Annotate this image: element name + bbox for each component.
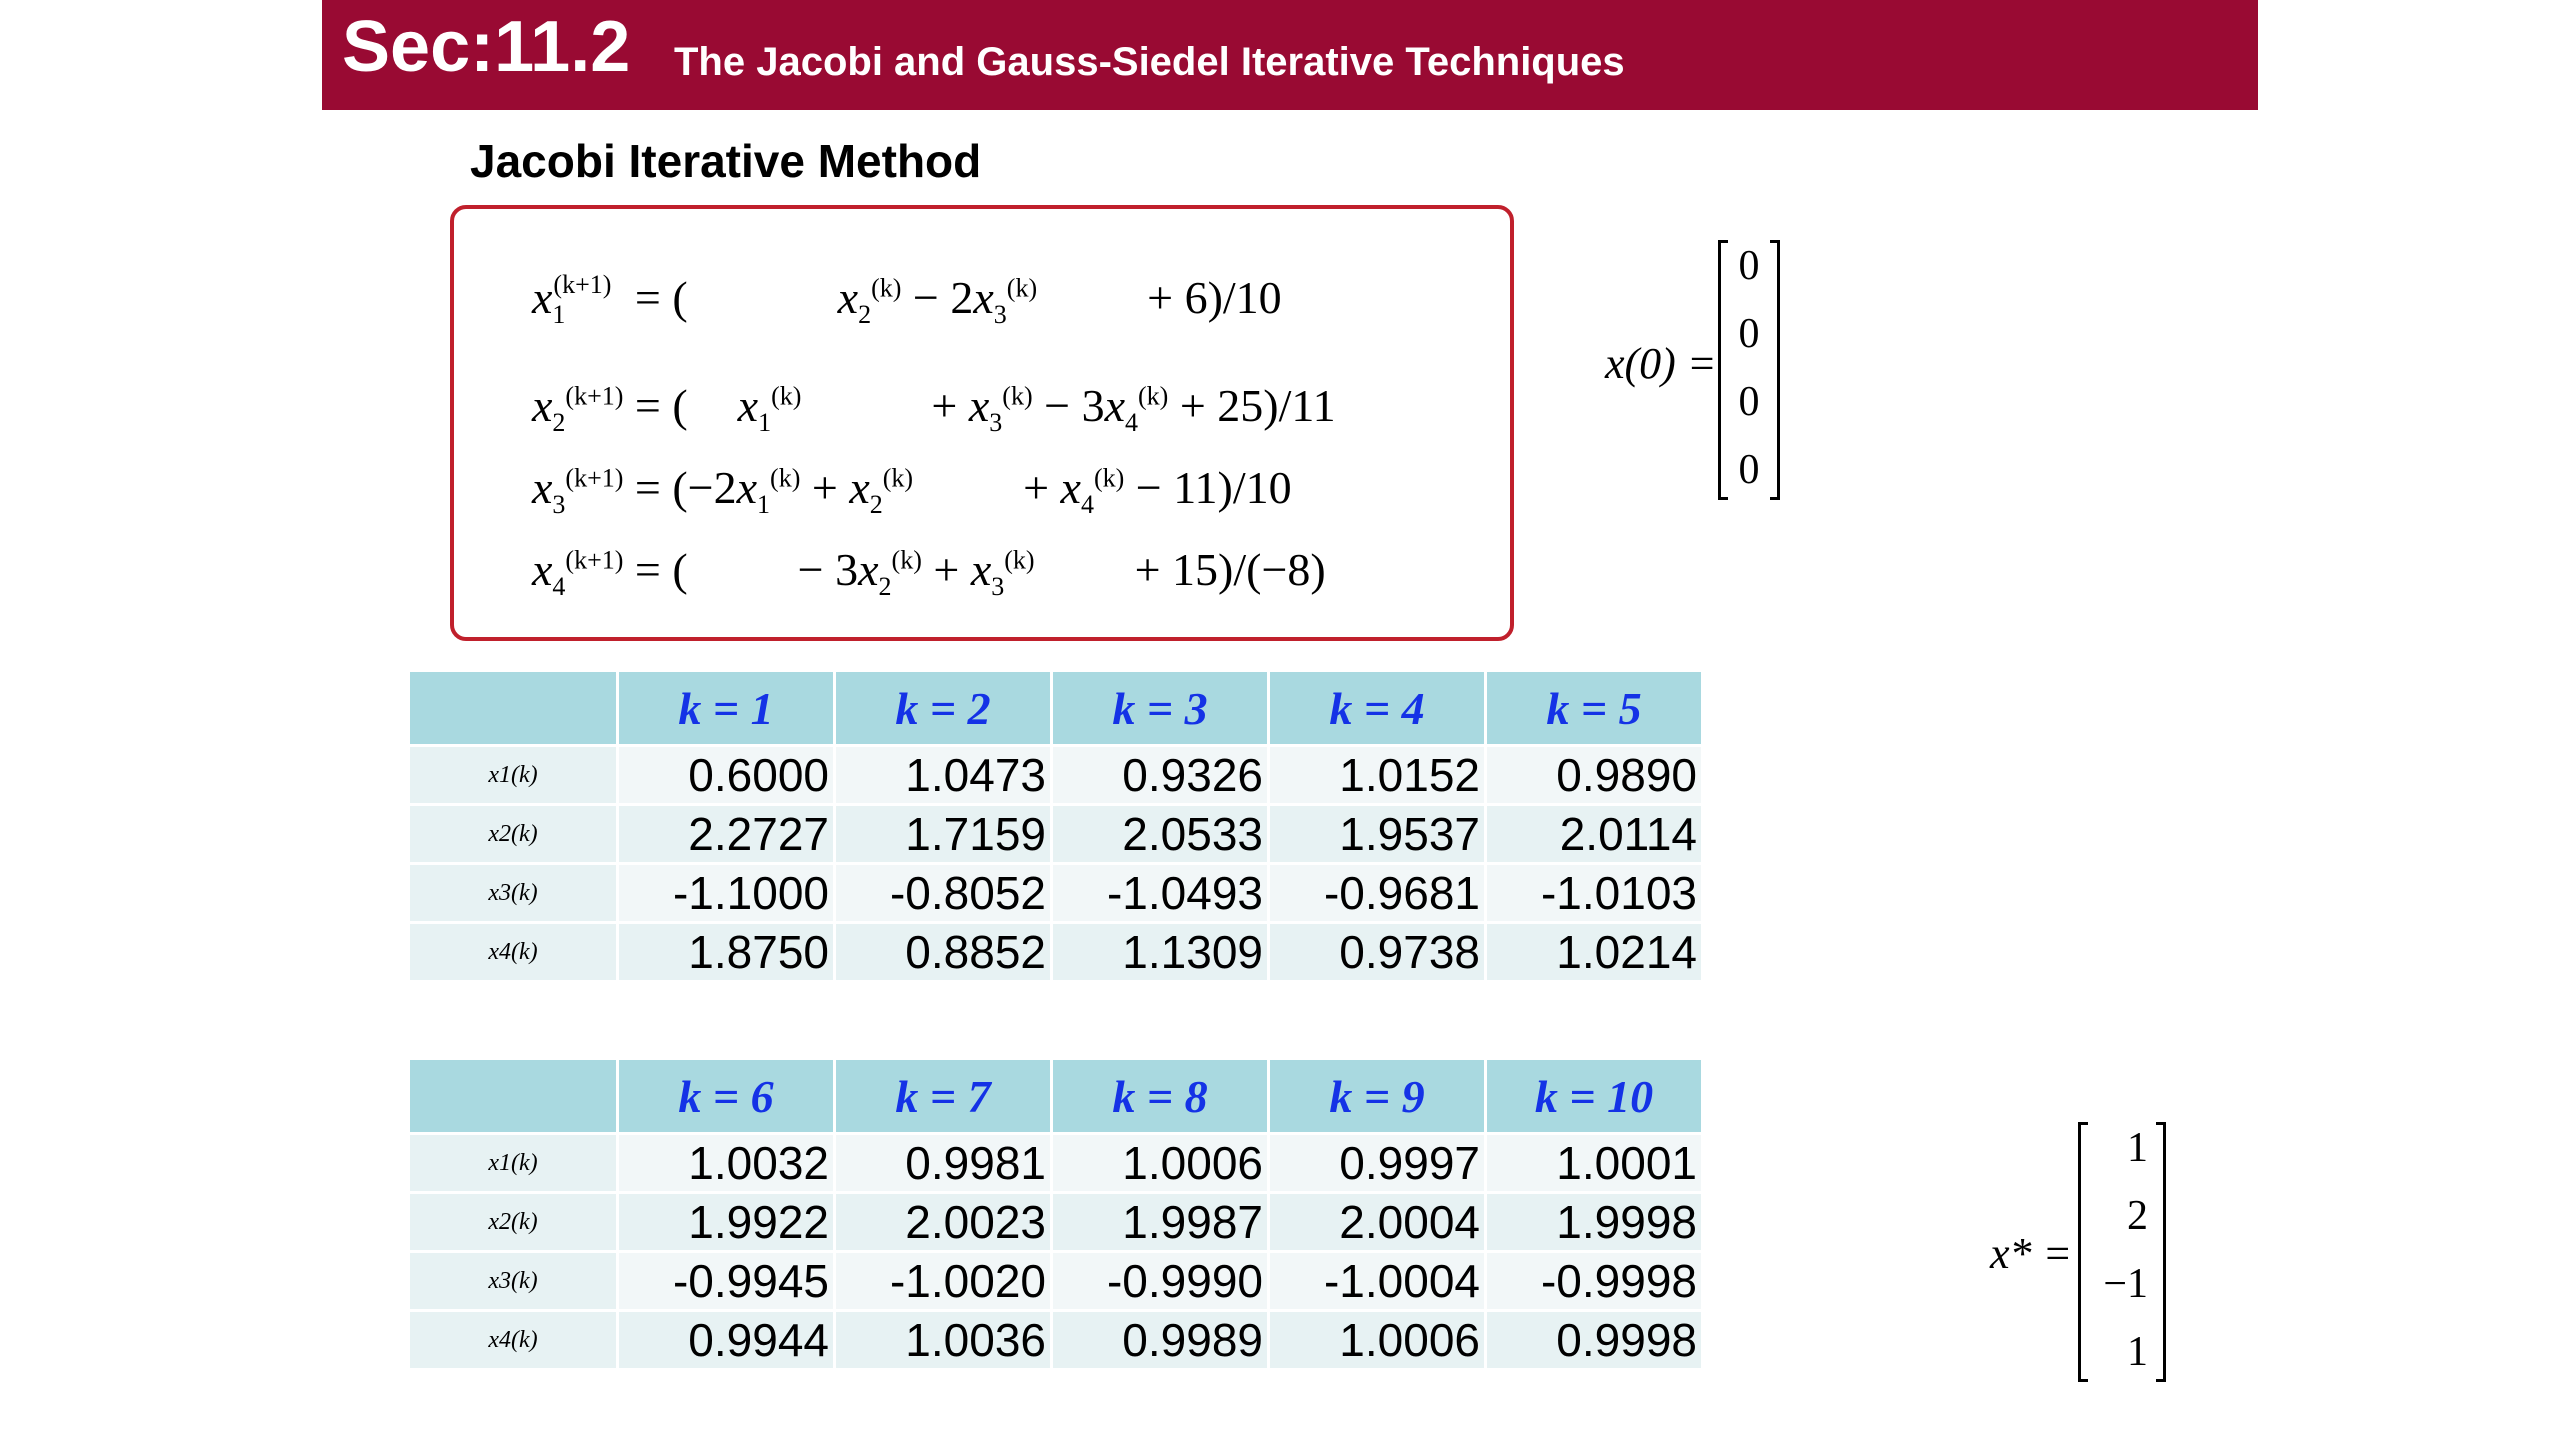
table-cell: 1.0006 bbox=[1270, 1312, 1484, 1368]
equation-4: $x_4^{(k+1)}$ = ( − $3x_2^{(k)} + x_3^{(k)} + 15)/(-8)$ bbox=[532, 544, 1326, 602]
table-cell: -0.9945 bbox=[619, 1253, 833, 1309]
table-cell: 1.0006 bbox=[1053, 1135, 1267, 1191]
table-cell: -0.8052 bbox=[836, 865, 1050, 921]
table-cell: 1.0001 bbox=[1487, 1135, 1701, 1191]
iteration-table-2 bbox=[407, 1057, 1704, 1371]
section-number: Sec:11.2 bbox=[342, 7, 631, 87]
row-label: x3(k) bbox=[410, 865, 616, 921]
table-cell: -0.9681 bbox=[1270, 865, 1484, 921]
equation-1: $x_1^{(k+1)}$ = ( $x_2^{(k)} - 2x_3^{(k)} + 6)/10$ bbox=[532, 269, 1282, 330]
column-header: k = 1 bbox=[619, 672, 833, 744]
initial-value: 0 bbox=[1738, 311, 1760, 357]
corner-cell bbox=[410, 672, 616, 744]
table-row bbox=[410, 1312, 1701, 1368]
table-row bbox=[410, 1194, 1701, 1250]
initial-value: 0 bbox=[1738, 379, 1760, 425]
solution-vector-label: x* = bbox=[1990, 1229, 2073, 1278]
table-cell: 1.9998 bbox=[1487, 1194, 1701, 1250]
row-label: x2(k) bbox=[410, 806, 616, 862]
title-banner bbox=[322, 0, 2258, 110]
slide-title: The Jacobi and Gauss-Siedel Iterative Techniques bbox=[674, 40, 1625, 84]
table-cell: -1.0103 bbox=[1487, 865, 1701, 921]
row-label: x1(k) bbox=[410, 1135, 616, 1191]
row-label: x4(k) bbox=[410, 924, 616, 980]
table-cell: 2.0114 bbox=[1487, 806, 1701, 862]
table-row bbox=[410, 1253, 1701, 1309]
table-cell: 0.9989 bbox=[1053, 1312, 1267, 1368]
table-cell: 0.8852 bbox=[836, 924, 1050, 980]
initial-value: 0 bbox=[1738, 447, 1760, 493]
table-cell: 1.0152 bbox=[1270, 747, 1484, 803]
table-cell: 0.9890 bbox=[1487, 747, 1701, 803]
table-cell: -1.1000 bbox=[619, 865, 833, 921]
table-cell: 1.0032 bbox=[619, 1135, 833, 1191]
iteration-table-1 bbox=[407, 669, 1704, 983]
row-label: x2(k) bbox=[410, 1194, 616, 1250]
table-cell: 0.9944 bbox=[619, 1312, 833, 1368]
column-header: k = 2 bbox=[836, 672, 1050, 744]
table-cell: 1.0036 bbox=[836, 1312, 1050, 1368]
table-cell: 1.1309 bbox=[1053, 924, 1267, 980]
column-header: k = 7 bbox=[836, 1060, 1050, 1132]
equation-box bbox=[450, 205, 1514, 641]
initial-vector bbox=[1718, 240, 1780, 500]
row-label: x3(k) bbox=[410, 1253, 616, 1309]
table-cell: -1.0020 bbox=[836, 1253, 1050, 1309]
column-header: k = 6 bbox=[619, 1060, 833, 1132]
table-cell: 0.9326 bbox=[1053, 747, 1267, 803]
table-cell: 0.9981 bbox=[836, 1135, 1050, 1191]
table-row bbox=[410, 747, 1701, 803]
table-cell: 2.0023 bbox=[836, 1194, 1050, 1250]
initial-vector-label: x(0) = bbox=[1605, 339, 1717, 388]
table-row bbox=[410, 806, 1701, 862]
table-cell: 1.7159 bbox=[836, 806, 1050, 862]
column-header: k = 4 bbox=[1270, 672, 1484, 744]
method-heading: Jacobi Iterative Method bbox=[470, 135, 982, 187]
table-cell: -1.0493 bbox=[1053, 865, 1267, 921]
equation-2: $x_2^{(k+1)}$ = ( $x_1^{(k)} + x_3^{(k)} - 3x_4^{(k)} + 25)/11$ bbox=[532, 380, 1336, 438]
solution-value: −1 bbox=[2103, 1261, 2148, 1307]
row-label: x1(k) bbox=[410, 747, 616, 803]
solution-value: 1 bbox=[2127, 1329, 2148, 1375]
table-cell: -0.9998 bbox=[1487, 1253, 1701, 1309]
table-cell: 2.2727 bbox=[619, 806, 833, 862]
table-cell: 1.8750 bbox=[619, 924, 833, 980]
table-cell: 0.6000 bbox=[619, 747, 833, 803]
column-header: k = 3 bbox=[1053, 672, 1267, 744]
column-header: k = 10 bbox=[1487, 1060, 1701, 1132]
table-cell: 0.9997 bbox=[1270, 1135, 1484, 1191]
table-cell: 2.0533 bbox=[1053, 806, 1267, 862]
table-cell: -1.0004 bbox=[1270, 1253, 1484, 1309]
table-row bbox=[410, 865, 1701, 921]
column-header: k = 5 bbox=[1487, 672, 1701, 744]
table-cell: 1.0473 bbox=[836, 747, 1050, 803]
solution-value: 2 bbox=[2127, 1193, 2148, 1239]
table-cell: 1.0214 bbox=[1487, 924, 1701, 980]
row-label: x4(k) bbox=[410, 1312, 616, 1368]
table-row bbox=[410, 1135, 1701, 1191]
table-cell: 0.9738 bbox=[1270, 924, 1484, 980]
table-cell: -0.9990 bbox=[1053, 1253, 1267, 1309]
table-cell: 1.9987 bbox=[1053, 1194, 1267, 1250]
initial-value: 0 bbox=[1738, 243, 1760, 289]
column-header: k = 8 bbox=[1053, 1060, 1267, 1132]
table-cell: 2.0004 bbox=[1270, 1194, 1484, 1250]
solution-vector bbox=[2078, 1122, 2166, 1382]
corner-cell bbox=[410, 1060, 616, 1132]
table-cell: 0.9998 bbox=[1487, 1312, 1701, 1368]
table-cell: 1.9537 bbox=[1270, 806, 1484, 862]
table-row bbox=[410, 924, 1701, 980]
table-cell: 1.9922 bbox=[619, 1194, 833, 1250]
column-header: k = 9 bbox=[1270, 1060, 1484, 1132]
equation-3: $x_3^{(k+1)} = (-2x_1^{(k)} + x_2^{(k)} + x_4^{(k)} - 11)/10$ bbox=[532, 462, 1292, 520]
solution-value: 1 bbox=[2127, 1125, 2148, 1171]
